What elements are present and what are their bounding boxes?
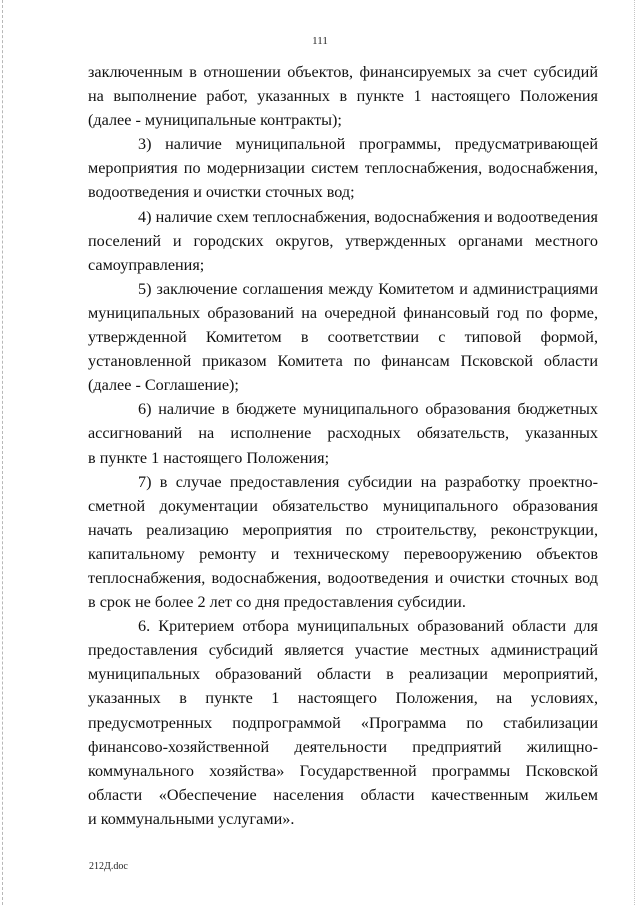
text-line: начать реализацию мероприятия по строительству, реконструкции, [88, 520, 598, 539]
text-line: утвержденной Комитетом в соответствии с типовой формой, [88, 328, 598, 347]
text-line: (далее - муниципальные контракты); [88, 111, 342, 130]
text-line: финансово-хозяйственной деятельности предприятий жилищно- [88, 737, 598, 756]
text-line: и коммунальными услугами». [88, 809, 295, 828]
text-line: указанных в пункте 1 настоящего Положения, на условиях, [88, 689, 598, 708]
text-line: 7) в случае предоставления субсидии на разработку проектно- [138, 472, 598, 491]
text-line: сметной документации обязательство муниципального образования [88, 496, 598, 515]
text-line: мероприятия по модернизации систем теплоснабжения, водоснабжения, [88, 159, 598, 178]
text-line: капитальному ремонту и техническому перевооружению объектов [88, 544, 598, 563]
paragraph [88, 277, 598, 397]
page-number: 111 [312, 35, 328, 47]
text-line: 5) заключение соглашения между Комитетом и администрациями [138, 279, 598, 298]
text-line: 6) наличие в бюджете муниципального образования бюджетных [138, 400, 598, 419]
text-line: 4) наличие схем теплоснабжения, водоснабжения и водоотведения [138, 207, 598, 226]
text-line: самоуправления; [88, 255, 205, 274]
text-line: коммунального хозяйства» Государственной программы Псковской [88, 761, 598, 780]
document-body [88, 60, 598, 831]
text-line: 6. Критерием отбора муниципальных образований области для [138, 617, 598, 636]
paragraph [88, 132, 598, 204]
paragraph [88, 614, 598, 831]
text-line: на выполнение работ, указанных в пункте 1 настоящего Положения [88, 87, 598, 106]
paragraph [88, 397, 598, 469]
paragraph [88, 60, 598, 132]
text-line: предоставления субсидий является участие местных администраций [88, 641, 598, 660]
paragraph [88, 470, 598, 615]
text-line: поселений и городских округов, утвержденных органами местного [88, 231, 598, 250]
paragraph [88, 205, 598, 277]
text-line: теплоснабжения, водоснабжения, водоотведения и очистки сточных вод [88, 568, 598, 587]
scan-edge-left [2, 0, 3, 905]
text-line: области «Обеспечение населения области качественным жильем [88, 785, 598, 804]
text-line: муниципальных образований на очередной финансовый год по форме, [88, 303, 598, 322]
text-line: водоотведения и очистки сточных вод; [88, 183, 355, 202]
text-line: ассигнований на исполнение расходных обязательств, указанных [88, 424, 598, 443]
text-line: предусмотренных подпрограммой «Программа по стабилизации [88, 713, 598, 732]
text-line: (далее - Соглашение); [88, 376, 239, 395]
text-line: установленной приказом Комитета по финансам Псковской области [88, 352, 598, 371]
text-line: в срок не более 2 лет со дня предоставления субсидии. [88, 593, 466, 612]
text-line: заключенным в отношении объектов, финансируемых за счет субсидий [88, 63, 598, 81]
scan-edge-right [634, 0, 635, 905]
text-line: 3) наличие муниципальной программы, предусматривающей [138, 135, 598, 154]
text-line: муниципальных образований области в реализации мероприятий, [88, 665, 598, 684]
footer-filename: 212Д.doc [89, 861, 128, 872]
text-line: в пункте 1 настоящего Положения; [88, 448, 330, 467]
